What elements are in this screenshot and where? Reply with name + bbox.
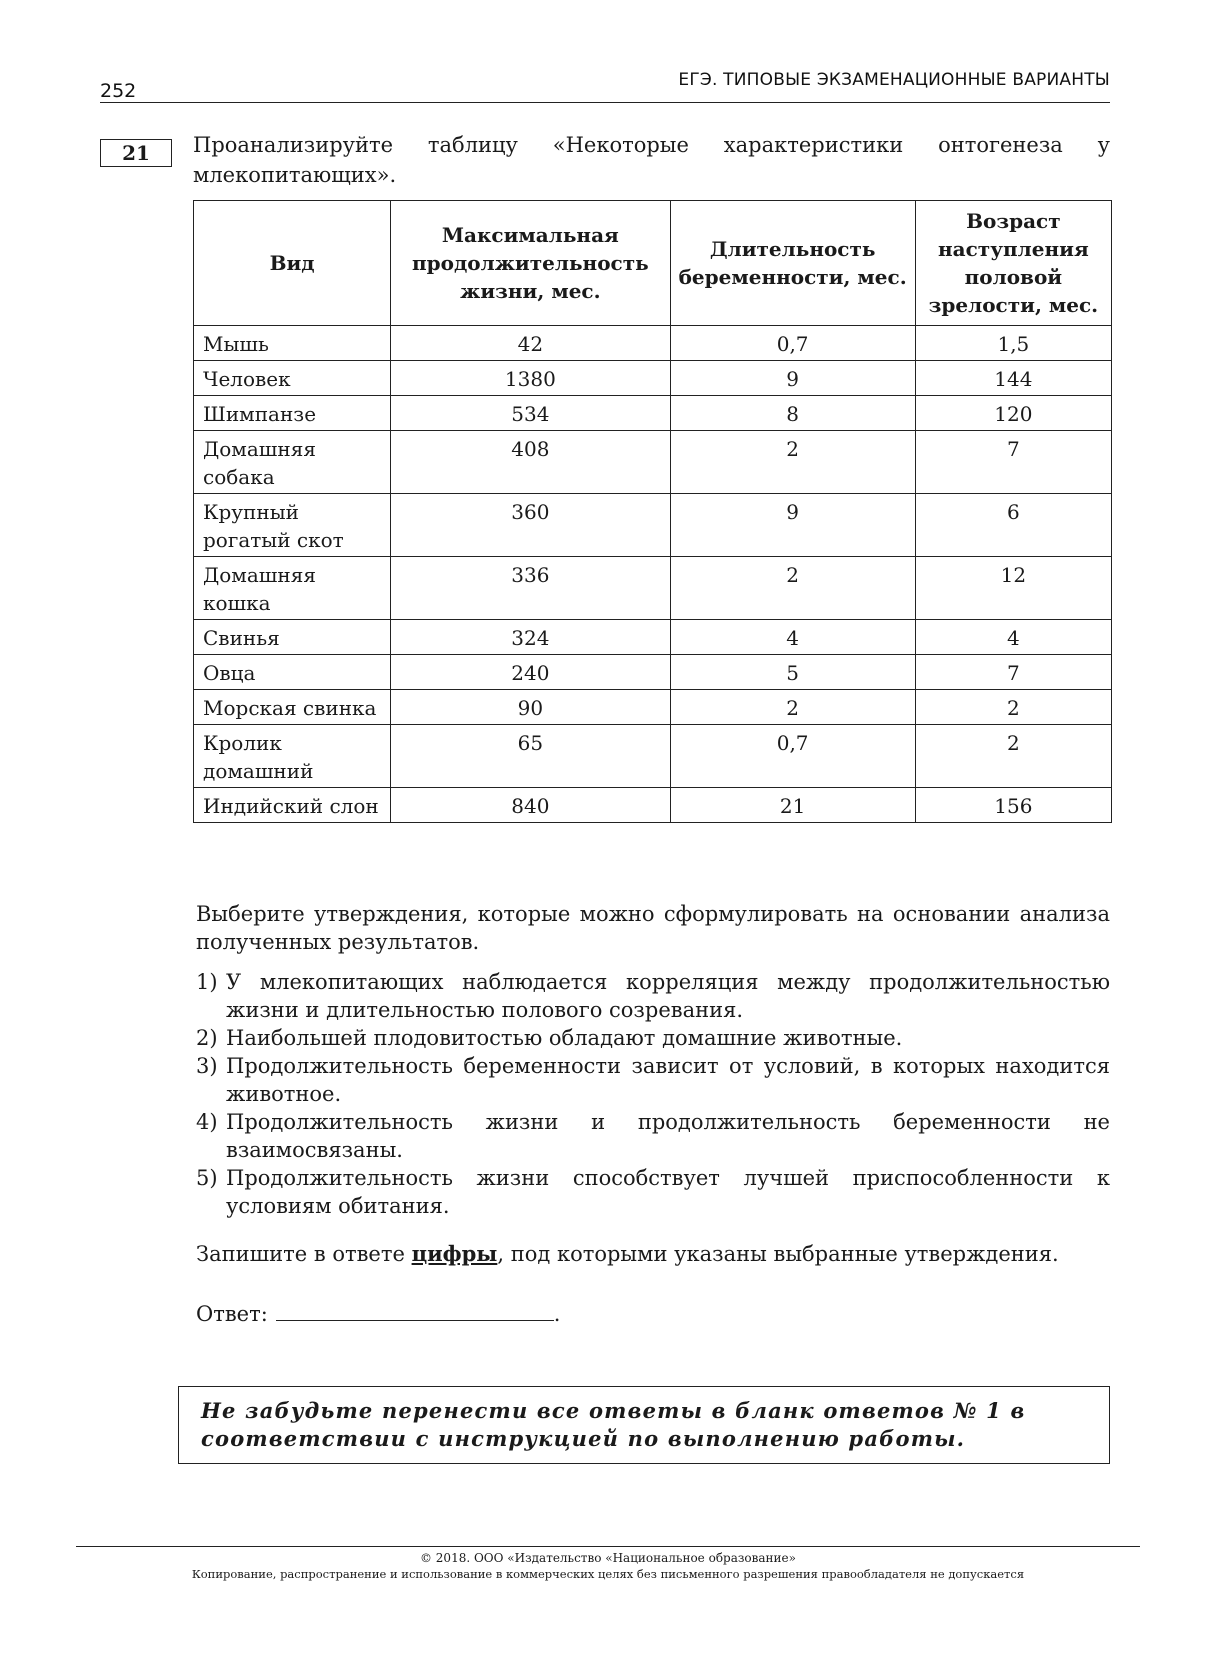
species-cell: Человек <box>194 361 391 396</box>
lifespan-cell: 90 <box>391 690 670 725</box>
header-species: Вид <box>194 201 391 326</box>
copyright: © 2018. ООО «Издательство «Национальное образование» <box>419 1551 796 1565</box>
question-text: Выберите утверждения, которые можно сформулировать на основании анализа полученных результатов. <box>196 902 1110 954</box>
option-5 <box>196 1164 1110 1220</box>
maturity-cell: 2 <box>915 725 1111 788</box>
option-2 <box>196 1024 1110 1052</box>
species-cell: Мышь <box>194 326 391 361</box>
pregnancy-cell: 2 <box>670 431 915 494</box>
maturity-cell: 120 <box>915 396 1111 431</box>
answer-label: Ответ: <box>196 1302 268 1326</box>
species-cell: Индийский слон <box>194 788 391 823</box>
maturity-cell: 1,5 <box>915 326 1111 361</box>
option-text: Продолжительность жизни способствует лучшей приспособленности к условиям обитания. <box>226 1166 1110 1218</box>
pregnancy-cell: 2 <box>670 557 915 620</box>
species-cell: Морская свинка <box>194 690 391 725</box>
option-3 <box>196 1052 1110 1108</box>
species-cell: Домашняя собака <box>194 431 391 494</box>
option-number: 5) <box>196 1166 218 1190</box>
species-cell: Свинья <box>194 620 391 655</box>
copy-notice: Копирование, распространение и использование в коммерческих целях без письменного разрешения правообладателя не допускается <box>191 1567 1025 1581</box>
pregnancy-cell: 0,7 <box>670 326 915 361</box>
maturity-cell: 4 <box>915 620 1111 655</box>
table-row <box>194 326 1112 361</box>
table-row <box>194 494 1112 557</box>
option-number: 3) <box>196 1054 218 1078</box>
ontogenesis-table <box>193 200 1112 823</box>
maturity-cell: 144 <box>915 361 1111 396</box>
option-4 <box>196 1108 1110 1164</box>
task-number-box: 21 <box>100 139 172 167</box>
lifespan-cell: 840 <box>391 788 670 823</box>
lifespan-cell: 360 <box>391 494 670 557</box>
table-row <box>194 396 1112 431</box>
species-cell: Крупный рогатый скот <box>194 494 391 557</box>
lifespan-cell: 42 <box>391 326 670 361</box>
lifespan-cell: 408 <box>391 431 670 494</box>
page-header <box>100 64 1110 103</box>
answer-instruction <box>196 1240 1110 1268</box>
lifespan-cell: 1380 <box>391 361 670 396</box>
lifespan-cell: 336 <box>391 557 670 620</box>
pregnancy-cell: 21 <box>670 788 915 823</box>
lifespan-cell: 534 <box>391 396 670 431</box>
option-number: 1) <box>196 970 218 994</box>
maturity-cell: 2 <box>915 690 1111 725</box>
instruction-before: Запишите в ответе <box>196 1242 412 1266</box>
footer-divider <box>76 1546 1140 1547</box>
species-cell: Шимпанзе <box>194 396 391 431</box>
option-number: 4) <box>196 1110 218 1134</box>
pregnancy-cell: 8 <box>670 396 915 431</box>
option-text: Продолжительность жизни и продолжительность беременности не взаимосвязаны. <box>226 1110 1110 1162</box>
pregnancy-cell: 0,7 <box>670 725 915 788</box>
option-number: 2) <box>196 1026 218 1050</box>
pregnancy-cell: 5 <box>670 655 915 690</box>
option-text: Наибольшей плодовитостью обладают домашние животные. <box>226 1026 903 1050</box>
option-text: Продолжительность беременности зависит от условий, в которых находится животное. <box>226 1054 1110 1106</box>
table-row <box>194 361 1112 396</box>
header-pregnancy: Длительность беременности, мес. <box>670 201 915 326</box>
answer-field <box>196 1298 560 1328</box>
pregnancy-cell: 4 <box>670 620 915 655</box>
table-row <box>194 788 1112 823</box>
lifespan-cell: 240 <box>391 655 670 690</box>
lifespan-cell: 324 <box>391 620 670 655</box>
pregnancy-cell: 9 <box>670 494 915 557</box>
pregnancy-cell: 2 <box>670 690 915 725</box>
table-row <box>194 557 1112 620</box>
answer-end: . <box>553 1302 561 1326</box>
header-max-lifespan: Максимальная продолжительность жизни, мес. <box>391 201 670 326</box>
reminder-box: Не забудьте перенести все ответы в бланк ответов № 1 в соответствии с инструкцией по выполнению работы. <box>178 1386 1110 1464</box>
instruction-emphasis: цифры <box>411 1241 498 1266</box>
header-maturity-age: Возраст наступления половой зрелости, мес. <box>915 201 1111 326</box>
species-cell: Домашняя кошка <box>194 557 391 620</box>
pregnancy-cell: 9 <box>670 361 915 396</box>
species-cell: Овца <box>194 655 391 690</box>
answer-options <box>196 968 1110 1220</box>
table-row <box>194 725 1112 788</box>
maturity-cell: 156 <box>915 788 1111 823</box>
species-cell: Кролик домашний <box>194 725 391 788</box>
page-number: 252 <box>100 80 137 102</box>
instruction-after: , под которыми указаны выбранные утверждения. <box>497 1242 1059 1266</box>
table-row <box>194 655 1112 690</box>
maturity-cell: 7 <box>915 655 1111 690</box>
running-title: ЕГЭ. ТИПОВЫЕ ЭКЗАМЕНАЦИОННЫЕ ВАРИАНТЫ <box>678 70 1110 90</box>
maturity-cell: 6 <box>915 494 1111 557</box>
table-header-row <box>194 201 1112 326</box>
maturity-cell: 12 <box>915 557 1111 620</box>
answer-blank-line[interactable] <box>276 1298 554 1321</box>
option-1 <box>196 968 1110 1024</box>
lifespan-cell: 65 <box>391 725 670 788</box>
maturity-cell: 7 <box>915 431 1111 494</box>
table-row <box>194 620 1112 655</box>
task-intro: Проанализируйте таблицу «Некоторые характеристики онтогенеза у млекопитающих». <box>193 133 1110 187</box>
option-text: У млекопитающих наблюдается корреляция между продолжительностью жизни и длительностью полового созревания. <box>226 970 1110 1022</box>
table-row <box>194 690 1112 725</box>
table-row <box>194 431 1112 494</box>
